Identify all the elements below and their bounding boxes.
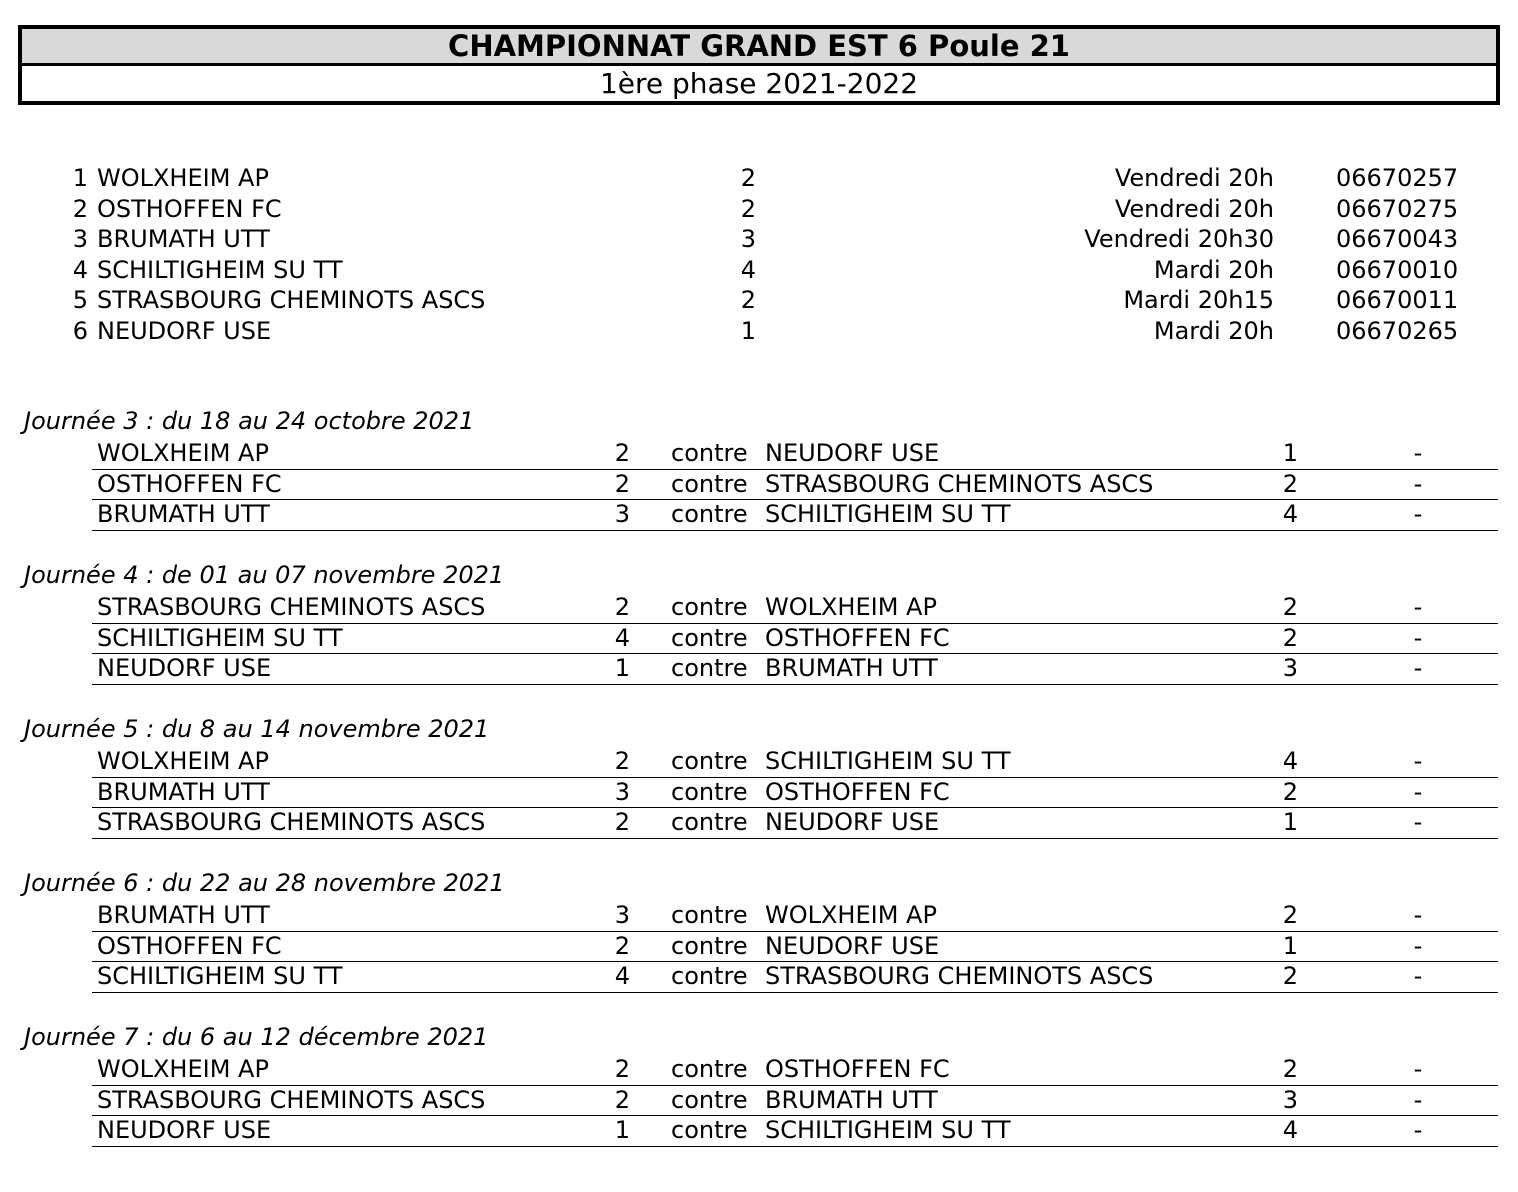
round-title: Journée 5 : du 8 au 14 novembre 2021 <box>24 715 490 743</box>
round-section <box>0 713 1518 867</box>
team-row <box>0 285 1518 316</box>
team-count: 2 <box>740 286 756 315</box>
away-team-number: 2 <box>1282 593 1298 621</box>
team-rank: 1 <box>72 164 88 192</box>
round-title: Journée 7 : du 6 au 12 décembre 2021 <box>24 1023 489 1051</box>
home-team-number: 2 <box>614 439 630 467</box>
home-team: SCHILTIGHEIM SU TT <box>97 962 343 991</box>
home-team: WOLXHEIM AP <box>97 1055 269 1083</box>
versus-label: contre <box>671 1116 748 1145</box>
home-team-number: 3 <box>614 777 630 806</box>
home-team-number: 4 <box>614 623 630 652</box>
match-result: - <box>1413 439 1423 467</box>
match-row <box>92 1085 1498 1117</box>
match-row <box>92 653 1498 685</box>
away-team: OSTHOFFEN FC <box>765 1055 950 1083</box>
versus-label: contre <box>671 623 748 652</box>
away-team: SCHILTIGHEIM SU TT <box>765 747 1011 775</box>
away-team-number: 1 <box>1282 439 1298 467</box>
versus-label: contre <box>671 500 748 529</box>
versus-label: contre <box>671 1085 748 1114</box>
match-result: - <box>1413 500 1423 529</box>
away-team-number: 2 <box>1282 469 1298 498</box>
team-code: 06670011 <box>1336 286 1459 315</box>
team-code: 06670265 <box>1336 316 1459 345</box>
team-name: STRASBOURG CHEMINOTS ASCS <box>97 286 486 315</box>
away-team: OSTHOFFEN FC <box>765 623 950 652</box>
away-team-number: 2 <box>1282 1055 1298 1083</box>
team-match-day: Vendredi 20h30 <box>1084 225 1274 254</box>
round-section <box>0 405 1518 559</box>
away-team-number: 2 <box>1282 901 1298 929</box>
match-result: - <box>1413 931 1423 960</box>
away-team: BRUMATH UTT <box>765 654 938 683</box>
home-team: NEUDORF USE <box>97 654 272 683</box>
team-code: 06670257 <box>1336 164 1459 192</box>
match-row <box>92 807 1498 839</box>
home-team-number: 1 <box>614 1116 630 1145</box>
home-team-number: 3 <box>614 500 630 529</box>
team-match-day: Vendredi 20h <box>1114 194 1274 223</box>
match-result: - <box>1413 1085 1423 1114</box>
versus-label: contre <box>671 931 748 960</box>
rounds-section <box>0 405 1518 1175</box>
header-box <box>18 25 1500 105</box>
home-team-number: 2 <box>614 1085 630 1114</box>
match-result: - <box>1413 623 1423 652</box>
versus-label: contre <box>671 439 748 467</box>
team-name: NEUDORF USE <box>97 316 272 345</box>
home-team: OSTHOFFEN FC <box>97 469 282 498</box>
match-row <box>92 623 1498 655</box>
match-row <box>92 931 1498 963</box>
versus-label: contre <box>671 1055 748 1083</box>
versus-label: contre <box>671 962 748 991</box>
team-row <box>0 316 1518 347</box>
round-title: Journée 4 : de 01 au 07 novembre 2021 <box>24 561 505 589</box>
match-result: - <box>1413 593 1423 621</box>
round-title: Journée 3 : du 18 au 24 octobre 2021 <box>24 407 475 435</box>
match-row <box>92 746 1498 778</box>
team-match-day: Mardi 20h <box>1153 316 1274 345</box>
away-team-number: 4 <box>1282 747 1298 775</box>
versus-label: contre <box>671 593 748 621</box>
versus-label: contre <box>671 808 748 837</box>
match-result: - <box>1413 469 1423 498</box>
team-count: 2 <box>740 194 756 223</box>
round-section <box>0 867 1518 1021</box>
team-rank: 6 <box>72 316 88 345</box>
team-rank: 2 <box>72 194 88 223</box>
away-team-number: 1 <box>1282 931 1298 960</box>
away-team: NEUDORF USE <box>765 931 940 960</box>
home-team-number: 2 <box>614 808 630 837</box>
match-result: - <box>1413 901 1423 929</box>
match-row <box>92 499 1498 531</box>
team-row <box>0 255 1518 286</box>
versus-label: contre <box>671 901 748 929</box>
away-team-number: 1 <box>1282 808 1298 837</box>
match-row <box>92 592 1498 624</box>
match-row <box>92 1054 1498 1086</box>
away-team: OSTHOFFEN FC <box>765 777 950 806</box>
match-result: - <box>1413 1116 1423 1145</box>
team-row <box>0 163 1518 194</box>
away-team: NEUDORF USE <box>765 808 940 837</box>
team-rank: 3 <box>72 225 88 254</box>
home-team: STRASBOURG CHEMINOTS ASCS <box>97 593 486 621</box>
home-team: STRASBOURG CHEMINOTS ASCS <box>97 808 486 837</box>
match-row <box>92 777 1498 809</box>
away-team: STRASBOURG CHEMINOTS ASCS <box>765 962 1154 991</box>
home-team-number: 2 <box>614 747 630 775</box>
versus-label: contre <box>671 777 748 806</box>
team-count: 1 <box>740 316 756 345</box>
round-section <box>0 559 1518 713</box>
away-team: BRUMATH UTT <box>765 1085 938 1114</box>
team-count: 4 <box>740 255 756 284</box>
team-match-day: Mardi 20h <box>1153 255 1274 284</box>
team-count: 2 <box>740 164 756 192</box>
home-team: STRASBOURG CHEMINOTS ASCS <box>97 1085 486 1114</box>
team-row <box>0 224 1518 255</box>
match-result: - <box>1413 747 1423 775</box>
home-team-number: 2 <box>614 931 630 960</box>
away-team: WOLXHEIM AP <box>765 593 937 621</box>
team-name: SCHILTIGHEIM SU TT <box>97 255 343 284</box>
away-team-number: 4 <box>1282 1116 1298 1145</box>
match-result: - <box>1413 654 1423 683</box>
home-team: OSTHOFFEN FC <box>97 931 282 960</box>
page-title: CHAMPIONNAT GRAND EST 6 Poule 21 <box>22 29 1496 66</box>
away-team-number: 4 <box>1282 500 1298 529</box>
home-team: BRUMATH UTT <box>97 901 270 929</box>
home-team-number: 3 <box>614 901 630 929</box>
home-team-number: 2 <box>614 593 630 621</box>
home-team-number: 1 <box>614 654 630 683</box>
home-team: BRUMATH UTT <box>97 777 270 806</box>
home-team: SCHILTIGHEIM SU TT <box>97 623 343 652</box>
team-rank: 5 <box>72 286 88 315</box>
away-team: WOLXHEIM AP <box>765 901 937 929</box>
team-row <box>0 194 1518 225</box>
teams-list <box>0 163 1518 347</box>
page-subtitle: 1ère phase 2021-2022 <box>599 67 919 100</box>
match-row <box>92 1115 1498 1147</box>
team-rank: 4 <box>72 255 88 284</box>
home-team-number: 2 <box>614 469 630 498</box>
away-team-number: 2 <box>1282 623 1298 652</box>
versus-label: contre <box>671 654 748 683</box>
home-team-number: 4 <box>614 962 630 991</box>
team-code: 06670043 <box>1336 225 1459 254</box>
away-team: SCHILTIGHEIM SU TT <box>765 500 1011 529</box>
team-code: 06670275 <box>1336 194 1459 223</box>
match-result: - <box>1413 808 1423 837</box>
away-team-number: 3 <box>1282 654 1298 683</box>
away-team-number: 2 <box>1282 777 1298 806</box>
home-team-number: 2 <box>614 1055 630 1083</box>
away-team: STRASBOURG CHEMINOTS ASCS <box>765 469 1154 498</box>
match-result: - <box>1413 777 1423 806</box>
team-match-day: Mardi 20h15 <box>1123 286 1274 315</box>
team-name: OSTHOFFEN FC <box>97 194 282 223</box>
round-title: Journée 6 : du 22 au 28 novembre 2021 <box>24 869 505 897</box>
away-team: SCHILTIGHEIM SU TT <box>765 1116 1011 1145</box>
team-name: BRUMATH UTT <box>97 225 270 254</box>
team-name: WOLXHEIM AP <box>97 164 269 192</box>
versus-label: contre <box>671 747 748 775</box>
team-code: 06670010 <box>1336 255 1459 284</box>
match-result: - <box>1413 1055 1423 1083</box>
team-match-day: Vendredi 20h <box>1114 164 1274 192</box>
match-row <box>92 961 1498 993</box>
match-row <box>92 438 1498 470</box>
home-team: WOLXHEIM AP <box>97 747 269 775</box>
match-row <box>92 900 1498 932</box>
home-team: NEUDORF USE <box>97 1116 272 1145</box>
away-team-number: 3 <box>1282 1085 1298 1114</box>
away-team-number: 2 <box>1282 962 1298 991</box>
match-result: - <box>1413 962 1423 991</box>
versus-label: contre <box>671 469 748 498</box>
round-section <box>0 1021 1518 1175</box>
home-team: BRUMATH UTT <box>97 500 270 529</box>
match-row <box>92 469 1498 501</box>
away-team: NEUDORF USE <box>765 439 940 467</box>
home-team: WOLXHEIM AP <box>97 439 269 467</box>
team-count: 3 <box>740 225 756 254</box>
